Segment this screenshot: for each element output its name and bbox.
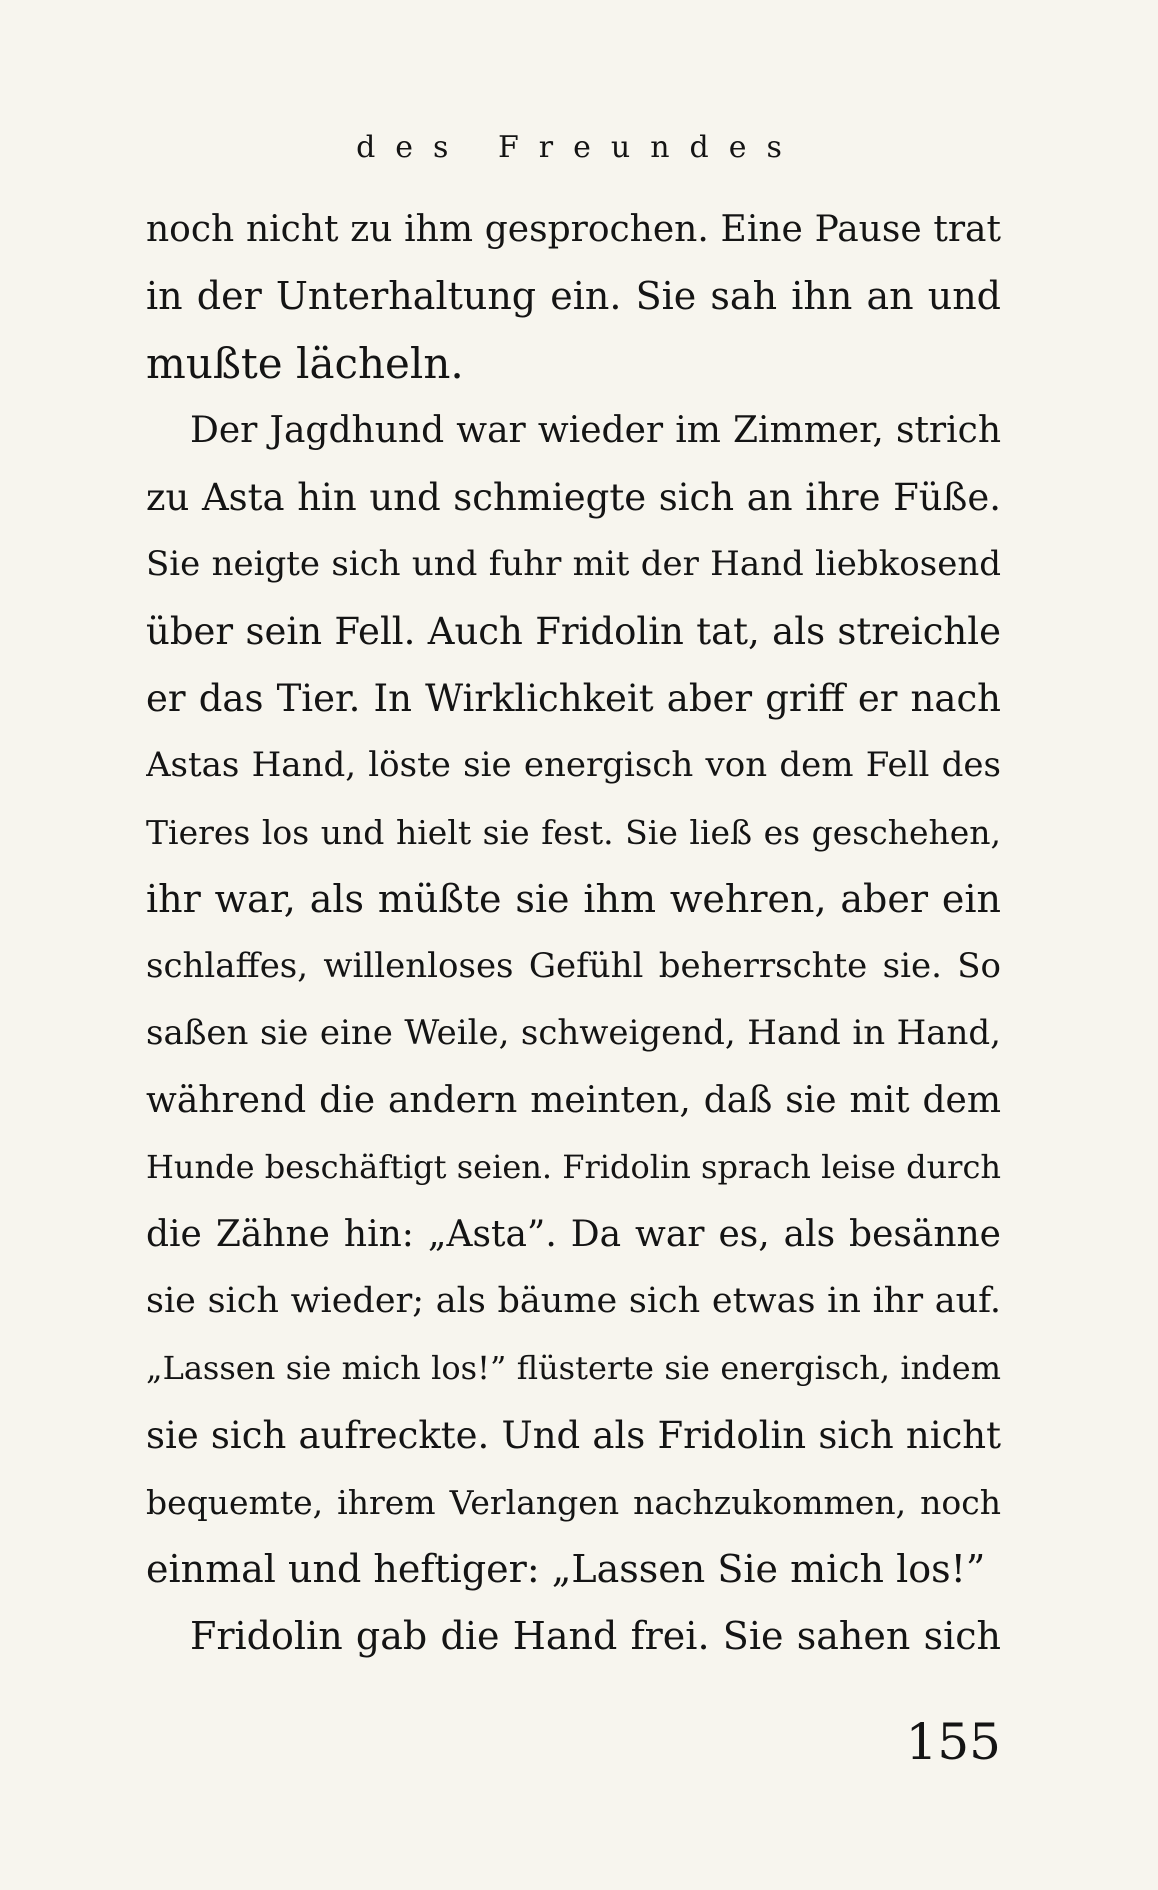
text-line: Hunde beschäftigt seien. Fridolin sprach leise durch (146, 1148, 1001, 1186)
text-line: über sein Fell. Auch Fridolin tat, als streichle (146, 610, 1001, 653)
text-line: bequemte, ihrem Verlangen nachzukommen, noch (146, 1483, 1001, 1522)
page-number: 155 (905, 1713, 1001, 1771)
text-line: einmal und heftiger: „Lassen Sie mich los!” (146, 1547, 986, 1591)
text-line: noch nicht zu ihm gesprochen. Eine Pause trat (146, 209, 1001, 250)
text-line: saßen sie eine Weile, schweigend, Hand in Hand, (146, 1013, 1001, 1053)
text-line: Astas Hand, löste sie energisch von dem Fell des (146, 745, 1001, 785)
text-line: Tieres los und hielt sie fest. Sie ließ es geschehen, (146, 813, 1001, 852)
text-line: die Zähne hin: „Asta”. Da war es, als besänne (146, 1214, 1001, 1255)
text-line: Sie neigte sich und fuhr mit der Hand liebkosend (146, 544, 1001, 584)
body-text (146, 196, 1001, 1670)
text-line: Der Jagdhund war wieder im Zimmer, strich (190, 410, 1001, 451)
text-line: zu Asta hin und schmiegte sich an ihre Füße. (146, 476, 1001, 519)
text-line: in der Unterhaltung ein. Sie sah ihn an und (146, 274, 1001, 318)
running-head: des Freundes (356, 130, 802, 165)
text-line: während die andern meinten, daß sie mit dem (146, 1080, 1001, 1121)
text-line: sie sich aufreckte. Und als Fridolin sich nicht (146, 1414, 1001, 1457)
text-line: er das Tier. In Wirklichkeit aber griff er nach (146, 677, 1001, 720)
text-line: sie sich wieder; als bäume sich etwas in ihr auf. (146, 1281, 1001, 1321)
text-line: ihr war, als müßte sie ihm wehren, aber ein (146, 877, 1001, 921)
text-line: schlaffes, willenloses Gefühl beherrschte sie. So (146, 946, 1001, 986)
text-line: Fridolin gab die Hand frei. Sie sahen sich (190, 1614, 1001, 1658)
text-line: mußte lächeln. (146, 339, 464, 388)
text-line: „Lassen sie mich los!” flüsterte sie energisch, indem (146, 1349, 1001, 1387)
